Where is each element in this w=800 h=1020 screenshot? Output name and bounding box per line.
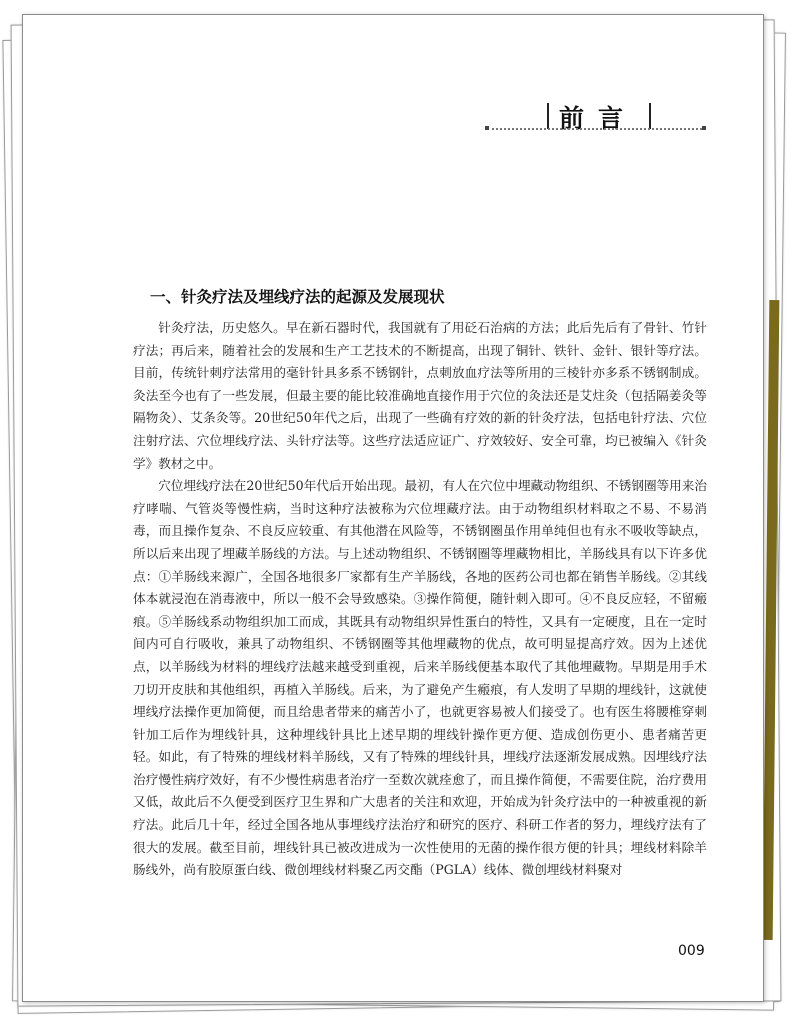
paragraph: 穴位埋线疗法在20世纪50年代后开始出现。最初，有人在穴位中埋藏动物组织、不锈钢圈等用来治疗哮喘、气管炎等慢性病，当时这种疗法被称为穴位埋藏疗法。由于动物组织材料取之不易、不易消毒，而且操作复杂、不良反应较重、有其他潜在风险等，不锈钢圈虽作用单纯但也有永不吸收等缺点，所以后来出现了埋藏羊肠线的方法。与上述动物组织、不锈钢圈等埋藏物相比，羊肠线具有以下许多优点：①羊肠线来源广，全国各地很多厂家都有生产羊肠线，各地的医药公司也都在销售羊肠线。②其线体本就浸泡在消毒液中，所以一般不会导致感染。③操作简便，随针刺入即可。④不良反应轻，不留瘢痕。⑤羊肠线系动物组织加工而成，其既具有动物组织异性蛋白的特性，又具有一定硬度，且在一定时间内可自行吸收，兼具了动物组织、不锈钢圈等其他埋藏物的优点，故可明显提高疗效。因为上述优点，以羊肠线为材料的埋线疗法越来越受到重视，后来羊肠线便基本取代了其他埋藏物。早期是用手术刀切开皮肤和其他组织，再植入羊肠线。后来，为了避免产生瘢痕，有人发明了早期的埋线针，这就使埋线疗法操作更加简便，而且给患者带来的痛苦小了，也就更容易被人们接受了。也有医生将腰椎穿刺针加工后作为埋线针具，这种埋线针具比上述早期的埋线针操作更方便、造成创伤更小、患者痛苦更轻。如此，有了特殊的埋线材料羊肠线，又有了特殊的埋线针具，埋线疗法逐渐发展成熟。因埋线疗法治疗慢性病疗效好，有不少慢性病患者治疗一至数次就痊愈了，而且操作简便，不需要住院，治疗费用又低，故此后不久便受到医疗卫生界和广大患者的关注和欢迎，开始成为针灸疗法中的一种被重视的新疗法。此后几十年，经过全国各地从事埋线疗法治疗和研究的医疗、科研工作者的努力，埋线疗法有了很大的发展。截至目前，埋线针具已被改进成为一次性使用的无菌的操作很方便的针具；埋线材料除羊肠线外，尚有胶原蛋白线、微创埋线材料聚乙丙交酯（PGLA）线体、微创埋线材料聚对 bbox=[133, 478, 707, 878]
paragraph: 针灸疗法，历史悠久。早在新石器时代，我国就有了用砭石治病的方法；此后先后有了骨针、竹针疗法；再后来，随着社会的发展和生产工艺技术的不断提高，出现了铜针、铁针、金针、银针等疗法。目前，传统针刺疗法常用的毫针针具多系不锈钢针，点刺放血疗法等所用的三棱针亦多系不锈钢制成。灸法至今也有了一些发展，但最主要的能比较准确地直接作用于穴位的灸法还是艾炷灸（包括隔姜灸等隔物灸）、艾条灸等。20世纪50年代之后，出现了一些确有疗效的新的针灸疗法，包括电针疗法、穴位注射疗法、穴位埋线疗法、头针疗法等。这些疗法适应证广、疗效较好、安全可靠，均已被编入《针灸学》教材之中。 bbox=[133, 320, 707, 471]
page-number: 009 bbox=[678, 943, 705, 959]
rule-end-square-right bbox=[702, 126, 706, 130]
body-text bbox=[133, 317, 707, 882]
chapter-title-dotted-rule bbox=[487, 128, 702, 130]
section-heading: 一、针灸疗法及埋线疗法的起源及发展现状 bbox=[150, 288, 445, 306]
chapter-title-bar-left bbox=[547, 103, 549, 129]
chapter-title-bar-right bbox=[649, 103, 651, 129]
book-page bbox=[22, 14, 764, 1002]
chapter-title: 前言 bbox=[559, 104, 638, 133]
rule-end-square-left bbox=[485, 126, 489, 130]
